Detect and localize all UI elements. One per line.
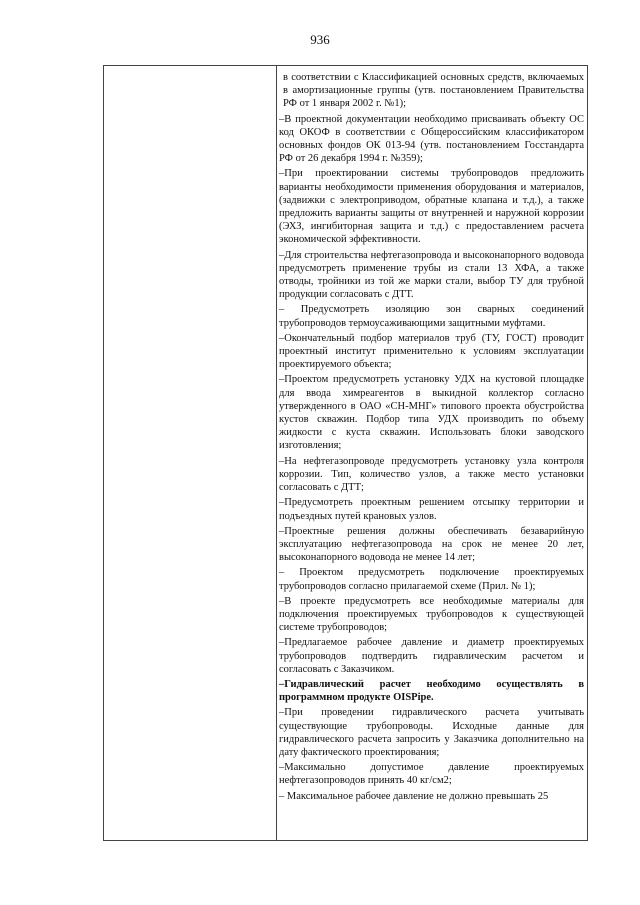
left-column-cell — [104, 66, 276, 840]
requirement-paragraph: –Предлагаемое рабочее давление и диаметр проектируемых трубопроводов подтвердить гидравлическим расчетом и согласовать с Заказчиком. — [279, 637, 584, 675]
requirements-table — [103, 65, 588, 841]
requirement-paragraph: –Гидравлический расчет необходимо осуществлять в программном продукте OISPipe. — [279, 678, 584, 704]
requirement-paragraph: –Проектом предусмотреть установку УДХ на кустовой площадке для ввода химреагентов в выкидной коллектор согласно утвержденного в ОАО «СН-МНГ» типового проекта обустройства кустов скважин. Подбор типа УДХ производить по объему жидкости с куста скважин. Использовать блоки заводского изготовления; — [279, 374, 584, 452]
requirement-paragraph: –Проектные решения должны обеспечивать безаварийную эксплуатацию нефтегазопровода на срок не менее 20 лет, высоконапорного водовода не менее 14 лет; — [279, 525, 584, 564]
requirement-paragraph: в соответствии с Классификацией основных средств, включаемых в амортизационные группы (утв. постановлением Правительства РФ от 1 января 2002 г. №1); — [283, 72, 584, 110]
requirement-paragraph: –Для строительства нефтегазопровода и высоконапорного водовода предусмотреть применение трубы из стали 13 ХФА, а также отводы, тройники из той же марки стали, выбор ТУ для трубной продукции согласовать с ДТТ. — [279, 249, 584, 301]
requirement-paragraph: –На нефтегазопроводе предусмотреть установку узла контроля коррозии. Тип, количество узлов, а также место установки согласовать с ДТТ; — [279, 455, 584, 494]
requirement-paragraph: –Максимально допустимое давление проектируемых нефтегазопроводов принять 40 кг/см2; — [279, 762, 584, 787]
requirement-paragraph: –Окончательный подбор материалов труб (ТУ, ГОСТ) проводит проектный институт применительно к условиям эксплуатации проектируемого объекта; — [279, 332, 584, 371]
right-column-cell — [279, 71, 584, 840]
requirement-paragraph: –При проектировании системы трубопроводов предложить варианты необходимости применения оборудования и материалов, (задвижки с электроприводом, обратные клапана и т.д.), а также предложить варианты защиты от внутренней и наружной коррозии (ЭХЗ, ингибиторная защита и т.д.) с предоставлением расчета экономической эффективности. — [279, 168, 584, 246]
requirement-paragraph: –Предусмотреть проектным решением отсыпку территории и подъездных путей крановых узлов. — [279, 497, 584, 522]
column-divider — [276, 66, 277, 840]
requirement-paragraph: – Предусмотреть изоляцию зон сварных соединений трубопроводов термоусаживающими защитными муфтами. — [279, 304, 584, 329]
requirement-paragraph: –В проекте предусмотреть все необходимые материалы для подключения проектируемых трубопроводов к существующей системе трубопроводов; — [279, 595, 584, 634]
requirement-paragraph: – Проектом предусмотреть подключение проектируемых трубопроводов согласно прилагаемой схеме (Прил. № 1); — [279, 567, 584, 592]
page-number: 936 — [310, 32, 330, 47]
requirement-paragraph: –В проектной документации необходимо присваивать объекту ОС код ОКОФ в соответствии с Общероссийским классификатором основных фондов ОК 013-94 (утв. постановлением Госстандарта РФ от 26 декабря 1994 г. №359); — [279, 113, 584, 165]
requirement-paragraph: – Максимальное рабочее давление не должно превышать 25 — [279, 790, 549, 802]
requirement-paragraph: –При проведении гидравлического расчета учитывать существующие трубопроводы. Исходные данные для гидравлического расчета запросить у Заказчика дополнительно на дату фактического проектирования; — [279, 707, 584, 758]
